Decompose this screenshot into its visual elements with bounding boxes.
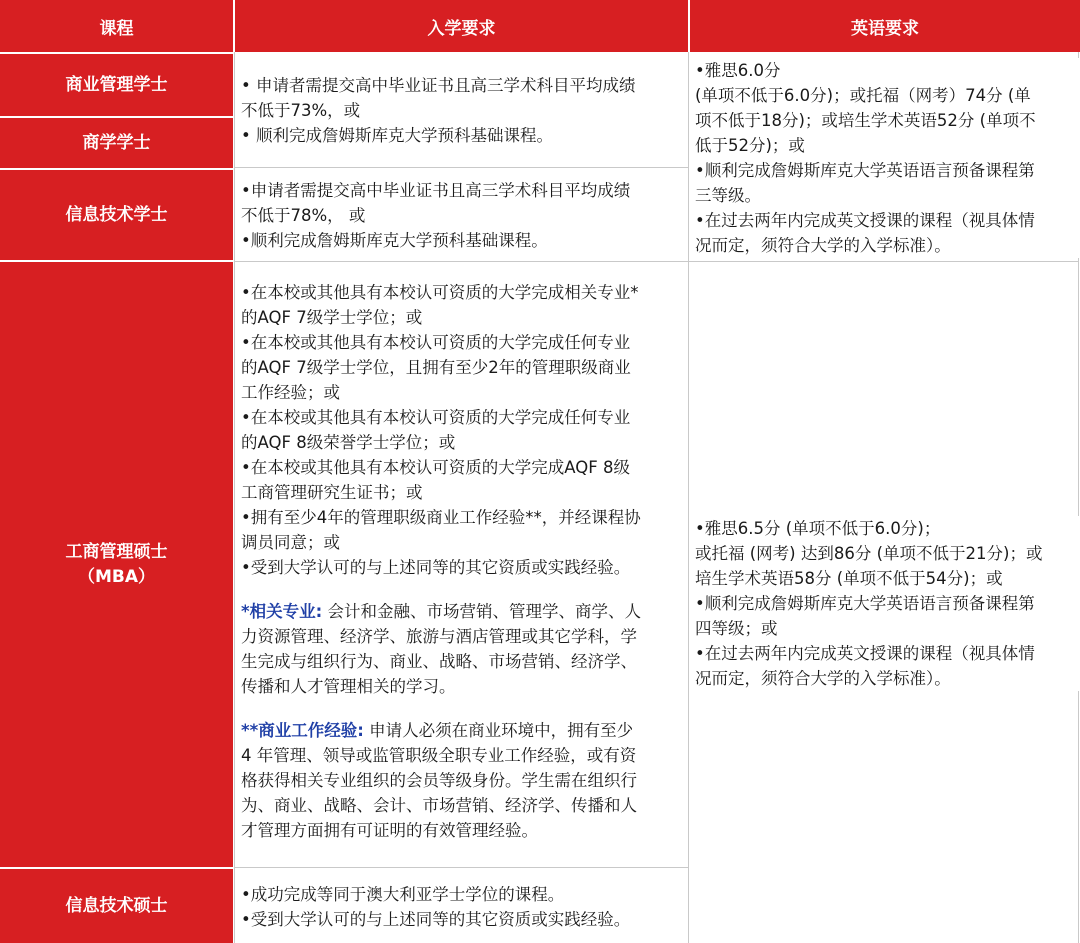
course-it-master-label: 信息技术硕士 (65, 895, 168, 916)
admission-mba-line: •在本校或其他具有本校认可资质的大学完成AQF 8级 (241, 458, 630, 477)
english-bachelor-line: (单项不低于6.0分)；或托福（网考）74分 (单 (695, 86, 1031, 105)
related-majors-line: 生完成与组织行为、商业、战略、市场营销、经济学、 (241, 652, 637, 671)
admission-mba-line: 工作经验；或 (241, 383, 340, 402)
work-experience-first-line (241, 718, 680, 743)
course-mba-abbr: （MBA） (77, 566, 156, 587)
admission-g1-line: 不低于73%，或 (241, 101, 361, 120)
english-bachelor-line: 三等级。 (695, 186, 761, 205)
header-english: 英语要求 (690, 0, 1080, 52)
admission-g1-line: • 顺利完成詹姆斯库克大学预科基础课程。 (241, 126, 553, 145)
english-bachelor-line: 况而定，须符合大学的入学标准）。 (695, 236, 951, 255)
course-it-bachelor-label: 信息技术学士 (65, 204, 168, 225)
course-mba-label: 工商管理硕士 (65, 541, 168, 562)
related-majors-first-line (241, 599, 680, 624)
admission-g1-line: • 申请者需提交高中毕业证书且高三学术科目平均成绩 (241, 76, 636, 95)
admission-it-master-line: •成功完成等同于澳大利亚学士学位的课程。 (241, 885, 565, 904)
english-bachelor-line: 项不低于18分)；或培生学术英语52分 (单项不 (695, 111, 1036, 130)
related-majors-text: 会计和金融、市场营销、管理学、商学、人 (322, 602, 641, 621)
admission-bachelor-group2 (235, 178, 688, 253)
related-majors-line: 力资源管理、经济学、旅游与酒店管理或其它学科，学 (241, 627, 637, 646)
english-master-line: •雅思6.5分 (单项不低于6.0分)； (695, 519, 941, 538)
english-bachelor-line: •雅思6.0分 (695, 61, 781, 80)
english-master-line: 培生学术英语58分 (单项不低于54分)；或 (695, 569, 1003, 588)
english-bachelor-line: •顺利完成詹姆斯库克大学英语语言预备课程第 (695, 161, 1035, 180)
admission-bachelor-group1 (235, 73, 688, 148)
course-business-admin (0, 54, 233, 116)
divider-row2 (234, 261, 1079, 262)
admission-g2-line: 不低于78%， 或 (241, 206, 366, 225)
related-majors-label: *相关专业: (241, 602, 323, 621)
admission-g2-line: •申请者需提交高中毕业证书且高三学术科目平均成绩 (241, 181, 631, 200)
admission-mba-line: 的AQF 7级学士学位；或 (241, 308, 423, 327)
english-bachelor (689, 58, 1079, 258)
work-experience-line: 为、商业、战略、会计、市场营销、经济学、传播和人 (241, 796, 637, 815)
admission-mba-line: 调员同意；或 (241, 533, 340, 552)
spacer (241, 699, 680, 718)
english-master-line: 况而定，须符合大学的入学标准）。 (695, 669, 951, 688)
course-commerce (0, 118, 233, 168)
work-experience-label: **商业工作经验: (241, 721, 364, 740)
admission-it-master-line: •受到大学认可的与上述同等的其它资质或实践经验。 (241, 910, 631, 929)
work-experience-line: 格获得相关专业组织的会员等级身份。学生需在组织行 (241, 771, 637, 790)
header-admission: 入学要求 (235, 0, 688, 52)
english-master-line: 或托福 (网考) 达到86分 (单项不低于21分)；或 (695, 544, 1043, 563)
english-master-line: 四等级；或 (695, 619, 778, 638)
divider-row3 (234, 867, 688, 868)
course-business-admin-label: 商业管理学士 (65, 74, 168, 95)
english-bachelor-line: •在过去两年内完成英文授课的课程（视具体情 (695, 211, 1035, 230)
english-master-line: •顺利完成詹姆斯库克大学英语语言预备课程第 (695, 594, 1035, 613)
admission-mba-line: 的AQF 8级荣誉学士学位；或 (241, 433, 456, 452)
admission-mba-line: •受到大学认可的与上述同等的其它资质或实践经验。 (241, 558, 631, 577)
admission-mba-line: 工商管理研究生证书；或 (241, 483, 423, 502)
admission-mba-line: •拥有至少4年的管理职级商业工作经验**，并经课程协 (241, 508, 641, 527)
related-majors-line: 传播和人才管理相关的学习。 (241, 677, 456, 696)
work-experience-text: 申请人必须在商业环境中，拥有至少 (363, 721, 634, 740)
admission-mba (235, 280, 688, 843)
admission-mba-line: 的AQF 7级学士学位，且拥有至少2年的管理职级商业 (241, 358, 631, 377)
work-experience-line: 才管理方面拥有可证明的有效管理经验。 (241, 821, 538, 840)
english-master-line: •在过去两年内完成英文授课的课程（视具体情 (695, 644, 1035, 663)
course-mba (0, 262, 233, 867)
course-it-bachelor (0, 170, 233, 260)
work-experience-line: 4 年管理、领导或监管职级全职专业工作经验，或有资 (241, 746, 637, 765)
spacer (241, 580, 680, 599)
english-bachelor-line: 低于52分)；或 (695, 136, 805, 155)
course-commerce-label: 商学学士 (82, 132, 151, 153)
course-it-master (0, 869, 233, 943)
english-master (689, 516, 1079, 691)
divider-row1 (234, 167, 688, 168)
header-course: 课程 (0, 0, 233, 52)
admission-g2-line: •顺利完成詹姆斯库克大学预科基础课程。 (241, 231, 548, 250)
admission-mba-line: •在本校或其他具有本校认可资质的大学完成任何专业 (241, 333, 631, 352)
admission-mba-line: •在本校或其他具有本校认可资质的大学完成相关专业* (241, 283, 639, 302)
admission-mba-line: •在本校或其他具有本校认可资质的大学完成任何专业 (241, 408, 631, 427)
admission-it-master (235, 882, 688, 932)
